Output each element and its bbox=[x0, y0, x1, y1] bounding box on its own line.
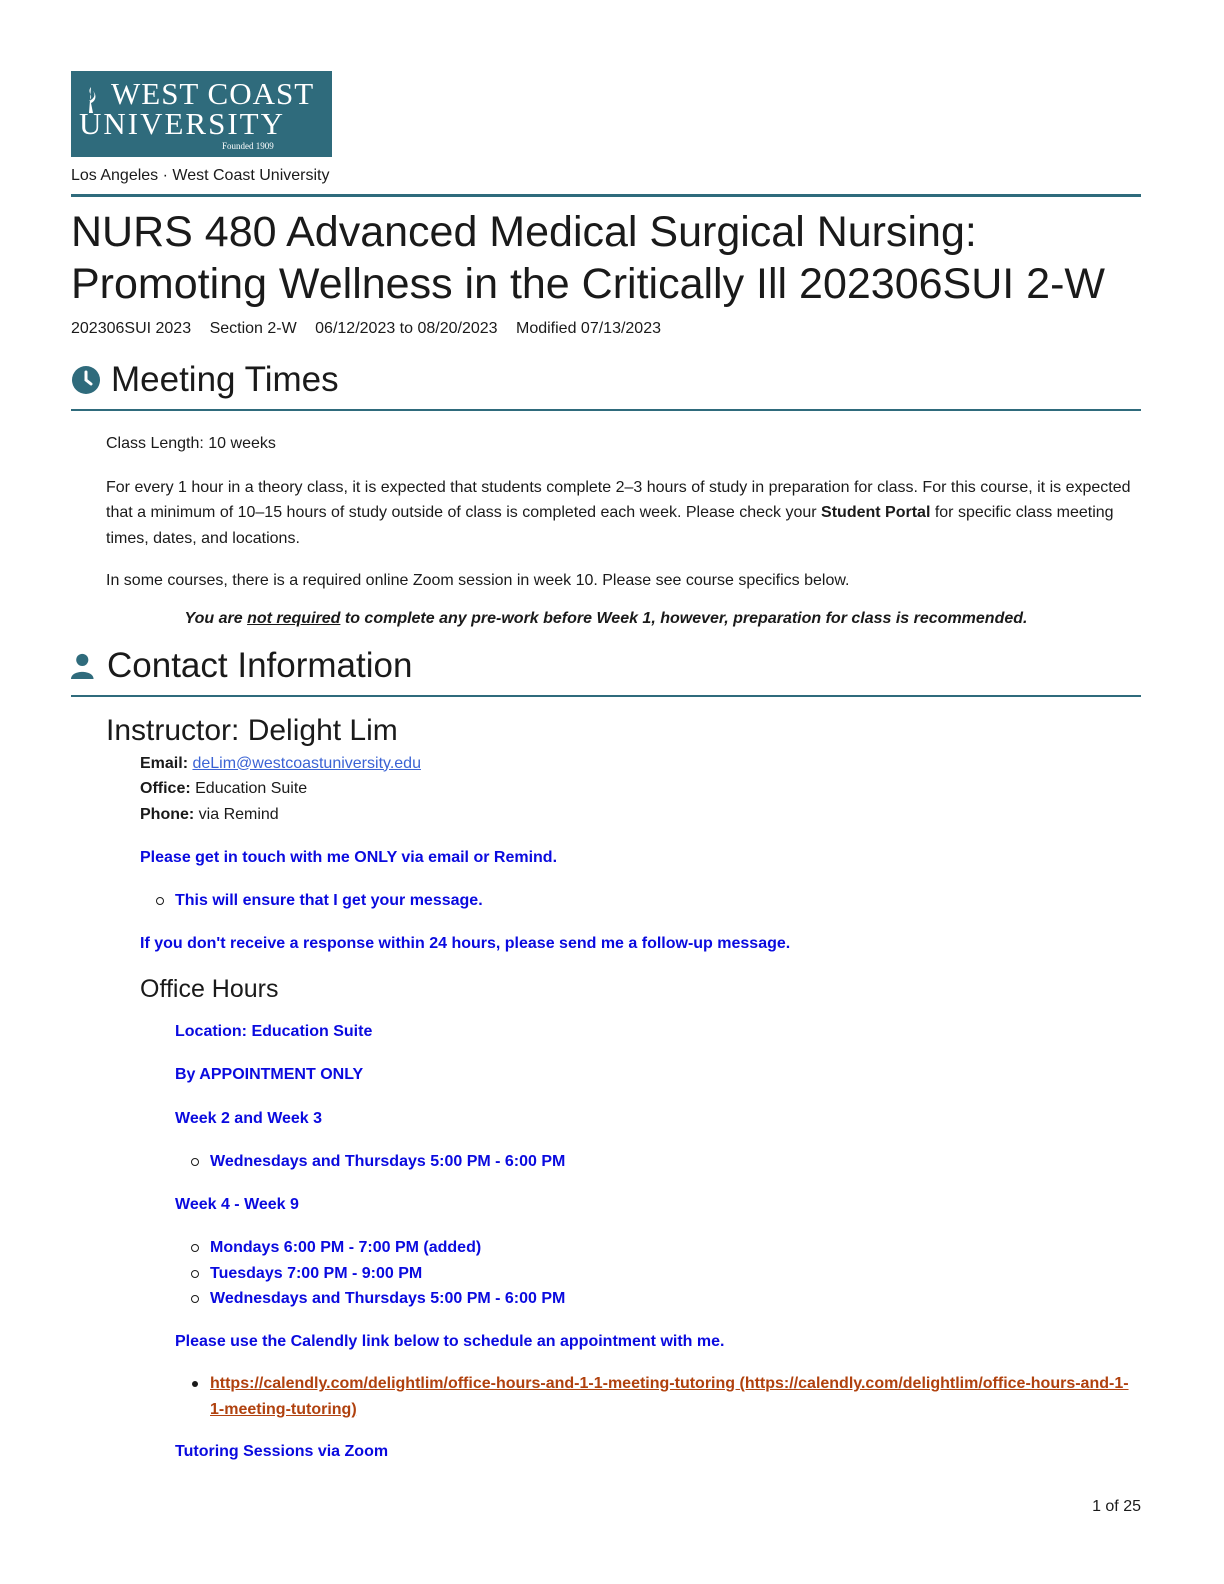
office-location: Location: Education Suite bbox=[175, 1022, 373, 1040]
header-divider bbox=[71, 194, 1141, 197]
meeting-times-header bbox=[71, 360, 1141, 400]
week-2-3-label: Week 2 and Week 3 bbox=[175, 1109, 323, 1127]
course-meta bbox=[71, 320, 1141, 338]
tutoring-label: Tutoring Sessions via Zoom bbox=[175, 1443, 389, 1460]
zoom-note: In some courses, there is a required online Zoom session in week 10. Please see course specifics below. bbox=[106, 572, 850, 589]
followup-note: If you don't receive a response within 24 hours, please send me a follow-up message. bbox=[140, 935, 791, 952]
university-logo bbox=[71, 71, 332, 157]
list-item: Tuesdays 7:00 PM - 9:00 PM bbox=[210, 1261, 1141, 1287]
meeting-times-heading: Meeting Times bbox=[111, 360, 339, 399]
logo-founded: Founded 1909 bbox=[222, 141, 274, 151]
clock-icon bbox=[71, 365, 101, 395]
class-length: Class Length: 10 weeks bbox=[106, 435, 276, 452]
logo-line-2: UNIVERSITY bbox=[79, 106, 285, 141]
office-row: Office: Education Suite bbox=[140, 780, 308, 797]
instructor-name: Instructor: Delight Lim bbox=[106, 713, 398, 747]
appointment-only: By APPOINTMENT ONLY bbox=[175, 1066, 364, 1083]
office-hours-heading: Office Hours bbox=[140, 974, 279, 1003]
list-item: Wednesdays and Thursdays 5:00 PM - 6:00 PM bbox=[210, 1149, 1141, 1175]
course-term: 202306SUI 2023 bbox=[71, 320, 192, 337]
contact-note: Please get in touch with me ONLY via email or Remind. bbox=[140, 849, 558, 866]
week-4-9-label: Week 4 - Week 9 bbox=[175, 1195, 299, 1213]
list-item: This will ensure that I get your message. bbox=[175, 888, 1141, 914]
page-number: 1 of 25 bbox=[1092, 1498, 1141, 1515]
calendly-note: Please use the Calendly link below to schedule an appointment with me. bbox=[175, 1332, 725, 1350]
list-item: Wednesdays and Thursdays 5:00 PM - 6:00 PM bbox=[210, 1286, 1141, 1312]
email-row: Email: deLim@westcoastuniversity.edu bbox=[140, 754, 421, 772]
contact-heading: Contact Information bbox=[107, 645, 413, 685]
contact-header bbox=[71, 646, 1141, 686]
user-icon bbox=[71, 651, 97, 681]
email-link[interactable]: deLim@westcoastuniversity.edu bbox=[192, 754, 421, 772]
contact-divider bbox=[71, 695, 1141, 697]
course-section: Section 2-W bbox=[209, 320, 297, 337]
course-modified: Modified 07/13/2023 bbox=[516, 320, 661, 337]
document-page bbox=[71, 71, 1141, 1465]
calendly-link[interactable]: https://calendly.com/delightlim/office-hours-and-1-1-meeting-tutoring (https://calendly.com/delightlim/office-hours-and-1-1-meeting-tutoring) bbox=[210, 1375, 1129, 1418]
list-item bbox=[210, 1371, 1141, 1422]
course-dates: 06/12/2023 to 08/20/2023 bbox=[315, 320, 498, 337]
prework-note: You are not required to complete any pre-work before Week 1, however, preparation for class is recommended. bbox=[184, 609, 1028, 627]
location-line: Los Angeles · West Coast University bbox=[71, 167, 330, 184]
page-title: NURS 480 Advanced Medical Surgical Nursing: Promoting Wellness in the Critically Ill 202306SUI 2-W bbox=[71, 208, 1105, 308]
student-portal-bold: Student Portal bbox=[821, 504, 931, 521]
logo-line-1: WEST COAST bbox=[111, 76, 315, 111]
study-expectation: For every 1 hour in a theory class, it is expected that students complete 2–3 hours of study in preparation for class. For this course, it is expected that a minimum of 10–15 hours of study outside of class is completed each week. Please check your Student Portal for specific class meeting times, dates, and locations. bbox=[106, 478, 1131, 547]
phone-row: Phone: via Remind bbox=[140, 805, 279, 823]
list-item: Mondays 6:00 PM - 7:00 PM (added) bbox=[210, 1235, 1141, 1261]
meeting-divider bbox=[71, 409, 1141, 411]
